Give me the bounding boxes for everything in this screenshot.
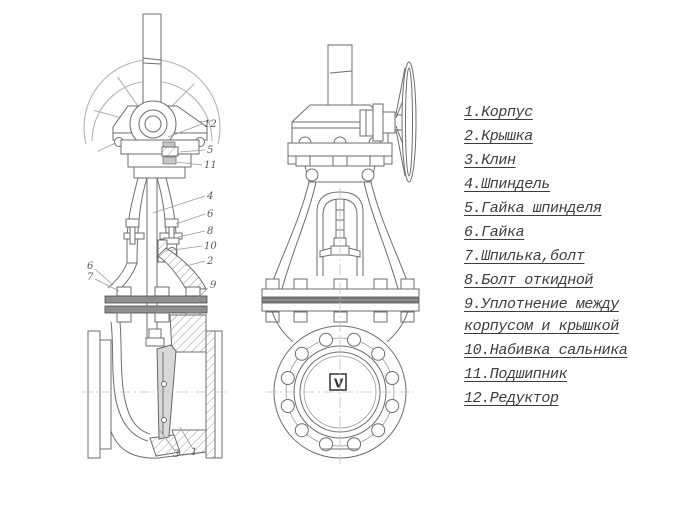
callout-1: 1 xyxy=(191,447,198,458)
wedge xyxy=(146,329,176,439)
flow-mark: V xyxy=(334,376,344,391)
parts-list-item: 1.Корпус xyxy=(464,104,533,121)
parts-list-item: 12.Редуктор xyxy=(464,390,559,407)
callout-4: 4 xyxy=(207,191,214,202)
parts-list-item: 11.Подшипник xyxy=(464,366,568,383)
callout-3: 3 xyxy=(173,449,180,460)
callout-7-left: 7 xyxy=(87,272,94,283)
parts-list-item: 10.Набивка сальника xyxy=(464,342,628,359)
callout-8: 8 xyxy=(207,226,214,237)
parts-list-item: 5.Гайка шпинделя xyxy=(464,200,602,217)
left-view-section xyxy=(82,14,228,460)
parts-list-item: 6.Гайка xyxy=(464,224,525,241)
parts-list-item: 9.Уплотнение между корпусом и крышкой xyxy=(464,296,619,335)
stem-front xyxy=(328,45,352,107)
callout-12: 12 xyxy=(204,119,217,130)
parts-list-item: 3.Клин xyxy=(464,152,516,169)
callout-2: 2 xyxy=(207,256,214,267)
callout-6: 6 xyxy=(207,209,214,220)
parts-list-item: 8.Болт откидной xyxy=(464,272,594,289)
parts-list-item: 4.Шпиндель xyxy=(464,176,551,193)
callout-5: 5 xyxy=(207,145,214,156)
spindle xyxy=(143,14,161,112)
callout-9: 9 xyxy=(210,280,217,291)
bearing-housing xyxy=(121,140,199,178)
parts-list-item: 2.Крышка xyxy=(464,128,533,145)
callout-6-left: 6 xyxy=(87,261,94,272)
callout-10: 10 xyxy=(204,241,217,252)
callout-11: 11 xyxy=(204,160,217,171)
parts-list xyxy=(464,102,642,412)
right-view-front xyxy=(262,45,419,464)
parts-list-item: 7.Шпилька,болт xyxy=(464,248,585,265)
